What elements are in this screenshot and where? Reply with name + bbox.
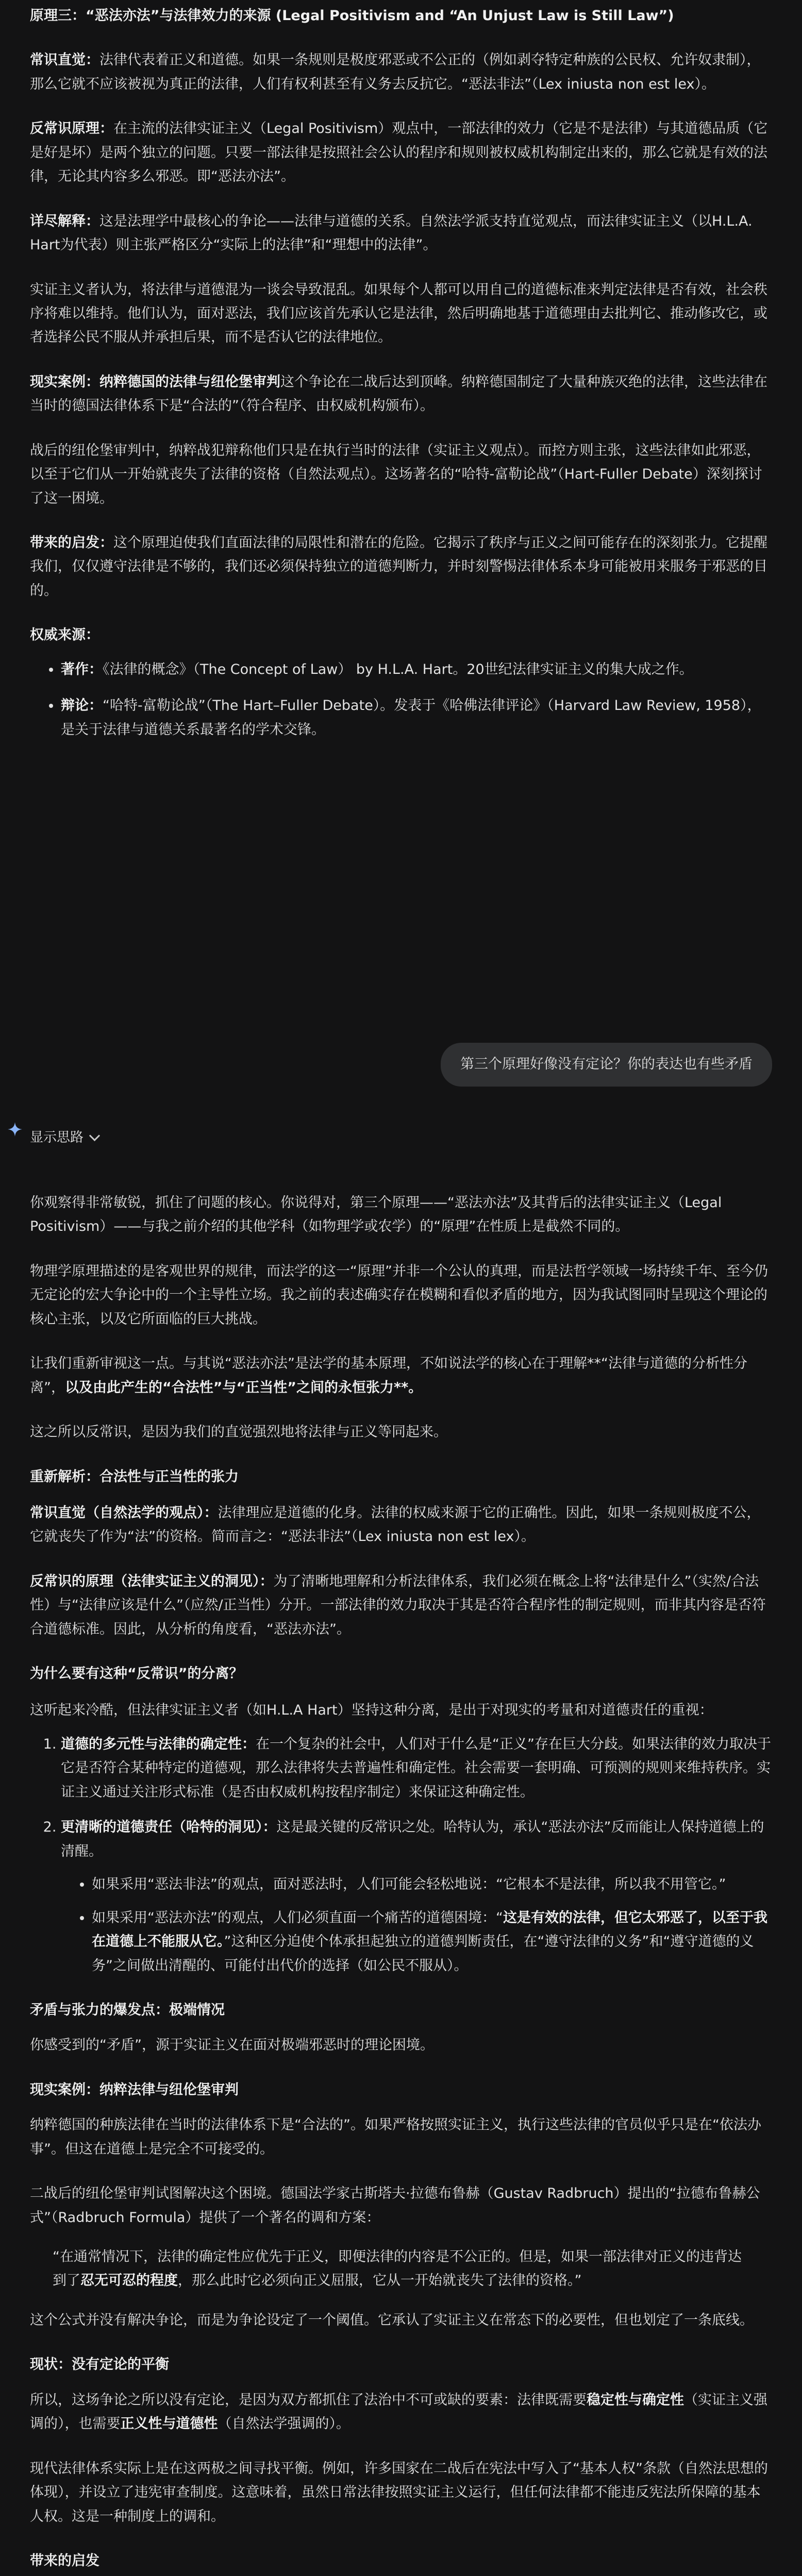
section-heading: 重新解析：合法性与正当性的张力 bbox=[30, 1468, 239, 1485]
response-paragraph: 纳粹德国的种族法律在当时的法律体系下是“合法的”。如果严格按照实证主义，执行这些法律的官员似乎只是在“依法办事”。但这在道德上是完全不可接受的。 bbox=[30, 2117, 761, 2157]
detail-paragraph: 详尽解释：这是法理学中最核心的争论——法律与道德的关系。自然法学派支持直觉观点，而法律实证主义（以H.L.A. Hart为代表）则主张严格区分“实际上的法律”和“理想中的法律”。 bbox=[30, 213, 753, 253]
response-paragraph: 所以，这场争论之所以没有定论，是因为双方都抓住了法治中不可或缺的要素：法律既需要稳定性与确定性（实证主义强调的），也需要正义性与道德性（自然法学强调的）。 bbox=[30, 2392, 767, 2432]
response-paragraph: 你感受到的“矛盾”，源于实证主义在面对极端邪恶时的理论困境。 bbox=[30, 2037, 434, 2054]
response-paragraph: 物理学原理描述的是客观世界的规律，而法学的这一“原理”并非一个公认的真理，而是法哲学领域一场持续千年、至今仍无定论的宏大争论中的一个主导性立场。我之前的表述确实存在模糊和看似矛盾的地方，因为我试图同时呈现这个理论的核心主张，以及它所面临的巨大挑战。 bbox=[30, 1263, 768, 1327]
reason-item: 1. 道德的多元性与法律的确定性：在一个复杂的社会中，人们对于什么是“正义”存在巨大分歧。如果法律的效力取决于它是否符合某种特定的道德观，那么法律将失去普遍性和确定性。社会需要一套明确、可预测的规则来维持秩序。实证主义通过关注形式标准（是否由权威机构按程序制定）来保证这种确定性。 bbox=[61, 1733, 772, 1804]
response-paragraph: 这听起来冷酷，但法律实证主义者（如H.L.A Hart）坚持这种分离，是出于对现实的考量和对道德责任的重视： bbox=[30, 1702, 713, 1718]
response-paragraph: 让我们重新审视这一点。与其说“恶法亦法”是法学的基本原理，不如说法学的核心在于理解**“法律与道德的分析性分离”，以及由此产生的“合法性”与“正当性”之间的永恒张力**。 bbox=[30, 1355, 747, 1396]
chevron-down-icon bbox=[89, 1130, 100, 1141]
user-message-bubble: 第三个原理好像没有定论？你的表达也有些矛盾 bbox=[441, 1043, 772, 1087]
sources-list bbox=[30, 658, 772, 742]
reason-item: 2. 更清晰的道德责任（哈特的洞见）：这是最关键的反常识之处。哈特认为，承认“恶法亦法”反而能让人保持道德上的清醒。 • 如果采用“恶法非法”的观点，面对恶法时，人们可能会轻松地说：“它根本不是法律，所以我不用管它。” • 如果采用“恶法亦法”的观点，人们必须直面一个痛苦的道德困境：“这是有效的法律，但它太邪恶了，以至于我在道德上不能服从它。”这种区分迫使个体承担起独立的道德判断责任，在“遵守法律的义务”和“遵守道德的义务”之间做出清醒的、可能付出代价的选择（如公民不服从）。 bbox=[61, 1816, 772, 1978]
response-paragraph: 常识直觉（自然法学的观点）：法律理应是道德的化身。法律的权威来源于它的正确性。因此，如果一条规则极度不公，它就丧失了作为“法”的资格。简而言之：“恶法非法”（Lex iniusta non est lex）。 bbox=[30, 1504, 761, 1545]
response-paragraph: 这之所以反常识，是因为我们的直觉强烈地将法律与正义等同起来。 bbox=[30, 1424, 447, 1440]
case-paragraph-2: 战后的纽伦堡审判中，纳粹战犯辩称他们只是在执行当时的法律（实证主义观点）。而控方则主张，这些法律如此邪恶，以至于它们从一开始就丧失了法律的资格（自然法观点）。这场著名的“哈特-富勒论战”（Hart-Fuller Debate）深刻探讨了这一困境。 bbox=[30, 442, 762, 506]
principle3-title: 原理三：“恶法亦法”与法律效力的来源 (Legal Positivism and “An Unjust Law is Still Law”) bbox=[30, 8, 674, 24]
response-paragraph: 现代法律体系实际上是在这两极之间寻找平衡。例如，许多国家在二战后在宪法中写入了“基本人权”条款（自然法思想的体现），并设立了违宪审查制度。这意味着，虽然日常法律按照实证主义运行，但任何法律都不能违反宪法所保障的基本人权。这是一种制度上的调和。 bbox=[30, 2460, 768, 2524]
show-thinking-toggle[interactable] bbox=[30, 1126, 98, 1149]
case-paragraph: 现实案例：纳粹德国的法律与纽伦堡审判这个争论在二战后达到顶峰。纳粹德国制定了大量种族灭绝的法律，这些法律在当时的德国法律体系下是“合法的”（符合程序、由权威机构颁布）。 bbox=[30, 374, 767, 414]
show-thinking-label: 显示思路 bbox=[30, 1130, 84, 1145]
reasons-list bbox=[30, 1733, 772, 1978]
sub-item: • 如果采用“恶法亦法”的观点，人们必须直面一个痛苦的道德困境：“这是有效的法律，但它太邪恶了，以至于我在道德上不能服从它。”这种区分迫使个体承担起独立的道德判断责任，在“遵守法律的义务”和“遵守道德的义务”之间做出清醒的、可能付出代价的选择（如公民不服从）。 bbox=[92, 1906, 772, 1978]
source-item: • 辩论：“哈特-富勒论战”（The Hart–Fuller Debate）。发表于《哈佛法律评论》（Harvard Law Review, 1958），是关于法律与道德关系最著名的学术交锋。 bbox=[61, 694, 772, 742]
principle3-section bbox=[30, 4, 772, 742]
detail-paragraph-2: 实证主义者认为，将法律与道德混为一谈会导致混乱。如果每个人都可以用自己的道德标准来判定法律是否有效，社会秩序将难以维持。他们认为，面对恶法，我们应该首先承认它是法律，然后明确地基于道德理由去批判它、推动修改它，或者选择公民不服从并承担后果，而不是否认它的法律地位。 bbox=[30, 281, 767, 346]
sub-item: • 如果采用“恶法非法”的观点，面对恶法时，人们可能会轻松地说：“它根本不是法律，所以我不用管它。” bbox=[92, 1873, 772, 1896]
section-heading: 矛盾与张力的爆发点：极端情况 bbox=[30, 2002, 225, 2018]
response-paragraph: 这个公式并没有解决争论，而是为争论设定了一个阈值。它承认了实证主义在常态下的必要性，但也划定了一条底线。 bbox=[30, 2312, 754, 2328]
section-heading: 带来的启发 bbox=[30, 2552, 99, 2569]
response-paragraph: 反常识的原理（法律实证主义的洞见）：为了清晰地理解和分析法律体系，我们必须在概念上将“法律是什么”（实然/合法性）与“法律应该是什么”（应然/正当性）分开。一部法律的效力取决于其是否符合程序性的制定规则，而非其内容是否符合道德标准。因此，从分析的角度看，“恶法亦法”。 bbox=[30, 1573, 766, 1637]
response-paragraph: 二战后的纽伦堡审判试图解决这个困境。德国法学家古斯塔夫·拉德布鲁赫（Gustav Radbruch）提出的“拉德布鲁赫公式”（Radbruch Formula）提供了一个著名的调和方案： bbox=[30, 2185, 760, 2226]
intuition-paragraph: 常识直觉：法律代表着正义和道德。如果一条规则是极度邪恶或不公正的（例如剥夺特定种族的公民权、允许奴隶制），那么它就不应该被视为真正的法律，人们有权利甚至有义务去反抗它。“恶法非法”（Lex iniusta non est lex）。 bbox=[30, 52, 761, 92]
sub-list bbox=[61, 1873, 772, 1978]
response-section bbox=[30, 1191, 772, 2576]
sources-heading: 权威来源： bbox=[30, 627, 99, 643]
source-item: • 著作：《法律的概念》（The Concept of Law） by H.L.A. Hart。20世纪法律实证主义的集大成之作。 bbox=[61, 658, 772, 682]
takeaway-paragraph: 带来的启发：这个原理迫使我们直面法律的局限性和潜在的危险。它揭示了秩序与正义之间可能存在的深刻张力。它提醒我们，仅仅遵守法律是不够的，我们还必须保持独立的道德判断力，并时刻警惕法律体系本身可能被用来服务于邪恶的目的。 bbox=[30, 535, 767, 599]
section-heading: 现状：没有定论的平衡 bbox=[30, 2357, 169, 2373]
radbruch-quote: “在通常情况下，法律的确定性应优先于正义，即便法律的内容是不公正的。但是，如果一部法律对正义的违背达到了忍无可忍的程度，那么此时它必须向正义屈服，它从一开始就丧失了法律的资格。” bbox=[53, 2249, 742, 2289]
section-heading: 为什么要有这种“反常识”的分离？ bbox=[30, 1666, 243, 1682]
response-paragraph: 你观察得非常敏锐，抓住了问题的核心。你说得对，第三个原理——“恶法亦法”及其背后的法律实证主义（Legal Positivism）——与我之前介绍的其他学科（如物理学或农学）的“原理”在性质上是截然不同的。 bbox=[30, 1195, 722, 1235]
counter-paragraph: 反常识原理：在主流的法律实证主义（Legal Positivism）观点中，一部法律的效力（它是不是法律）与其道德品质（它是好是坏）是两个独立的问题。只要一部法律是按照社会公认的程序和规则被权威机构制定出来的，那么它就是有效的法律，无论其内容多么邪恶。即“恶法亦法”。 bbox=[30, 121, 768, 185]
gemini-spark-icon bbox=[7, 1122, 23, 1137]
section-heading: 现实案例：纳粹法律与纽伦堡审判 bbox=[30, 2081, 239, 2098]
